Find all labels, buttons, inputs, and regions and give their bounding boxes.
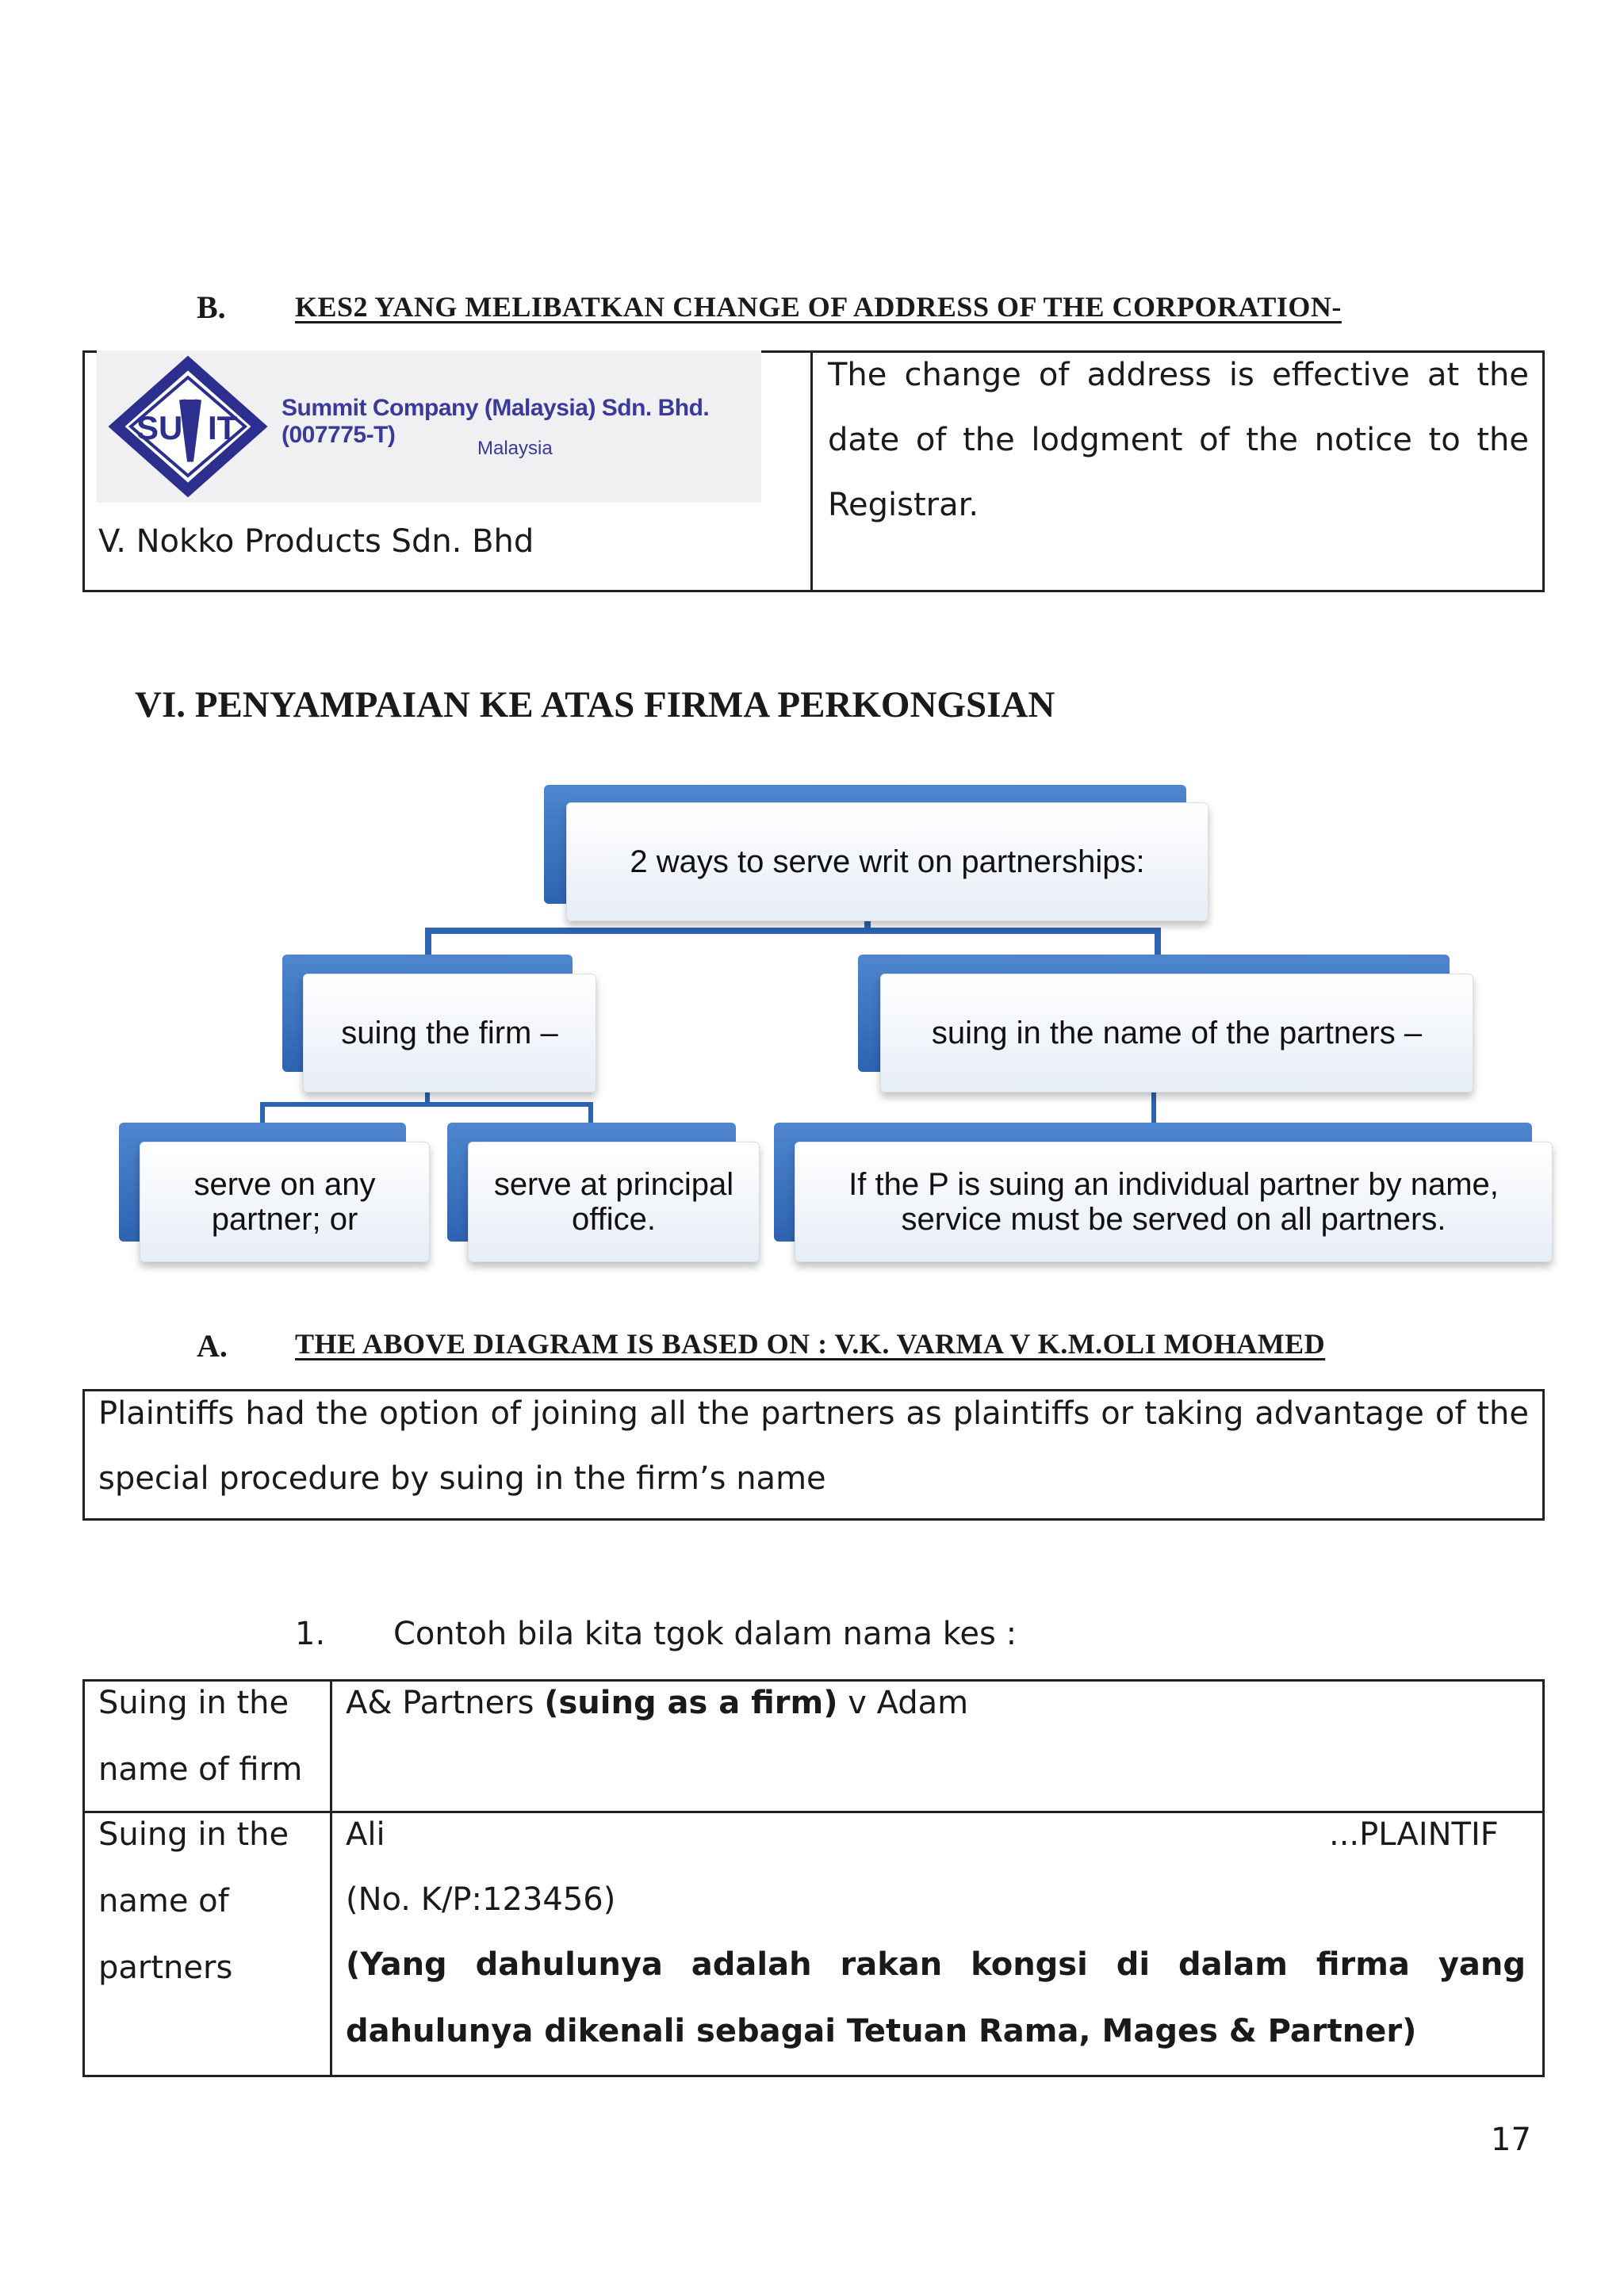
section-b-title: KES2 YANG MELIBATKAN CHANGE OF ADDRESS OF THE CORPORATION-: [295, 291, 1342, 323]
node-serve-all-partners: [774, 1123, 1554, 1264]
node-serve-any-partner: [119, 1123, 430, 1264]
node-serve-principal-office: [447, 1123, 760, 1264]
row2-party-note: (Yang dahulunya adalah rakan kongsi di dalam firma yang dahulunya dikenali sebagai Tetuan Rama, Mages & Partner): [346, 1946, 1526, 2049]
logo-company-name: Summit Company (Malaysia) Sdn. Bhd. (007775-T): [282, 395, 710, 448]
svg-text:SU: SU: [136, 409, 183, 446]
row1-case-part1: A& Partners: [346, 1685, 545, 1721]
plaintiff-note: Plaintiffs had the option of joining all the partners as plaintiffs or taking advantage of the special procedure by suing in the firm’s name: [98, 1395, 1529, 1497]
row2-party-id: (No. K/P:123456): [346, 1881, 616, 1918]
row1-case-part2: v Adam: [837, 1685, 969, 1721]
example-number: 1.: [295, 1616, 326, 1652]
address-change-note: The change of address is effective at the date of the lodgment of the notice to the Registrar.: [828, 357, 1529, 523]
node-suing-partners: [858, 955, 1473, 1094]
node-suing-firm: [282, 955, 596, 1094]
table-row1-value: [346, 1686, 968, 1720]
connector-root-h: [425, 928, 1158, 934]
section-vi-title: VI. PENYAMPAIAN KE ATAS FIRMA PERKONGSIAN: [135, 684, 1055, 725]
node-suing-firm-label: suing the firm –: [341, 1016, 558, 1050]
opponent-name: V. Nokko Products Sdn. Bhd: [98, 523, 534, 560]
table-row2-label: Suing in the name of partners: [98, 1816, 289, 1986]
row2-party-name: Ali: [346, 1816, 385, 1853]
section-a-title: THE ABOVE DIAGRAM IS BASED ON : V.K. VARMA V K.M.OLI MOHAMED: [295, 1328, 1326, 1360]
table-row1-label: Suing in the name of firm: [98, 1685, 303, 1788]
node-suing-partners-label: suing in the name of the partners –: [931, 1016, 1423, 1050]
example-text: Contoh bila kita tgok dalam nama kes :: [393, 1616, 1017, 1652]
node-root-label: 2 ways to serve writ on partnerships:: [630, 844, 1145, 879]
node-serve-all-partners-label: If the P is suing an individual partner by name, service must be served on all partners.: [848, 1167, 1499, 1237]
section-b-letter: B.: [197, 289, 226, 325]
section-a-letter: A.: [197, 1328, 228, 1364]
case-box-divider: [810, 350, 813, 592]
node-serve-principal-office-label: serve at principal office.: [493, 1167, 734, 1237]
row2-party-role: ...PLAINTIF: [1329, 1816, 1499, 1853]
node-serve-any-partner-label: serve on any partner; or: [193, 1167, 376, 1237]
summit-logo: [97, 350, 761, 503]
table-column-divider: [330, 1679, 332, 2077]
svg-text:IT: IT: [208, 409, 238, 446]
logo-country: Malaysia: [477, 438, 553, 459]
node-root: [544, 785, 1208, 926]
row1-case-bold: (suing as a firm): [544, 1685, 838, 1721]
page-number: 17: [1491, 2122, 1531, 2158]
summit-diamond-icon: [97, 350, 279, 503]
